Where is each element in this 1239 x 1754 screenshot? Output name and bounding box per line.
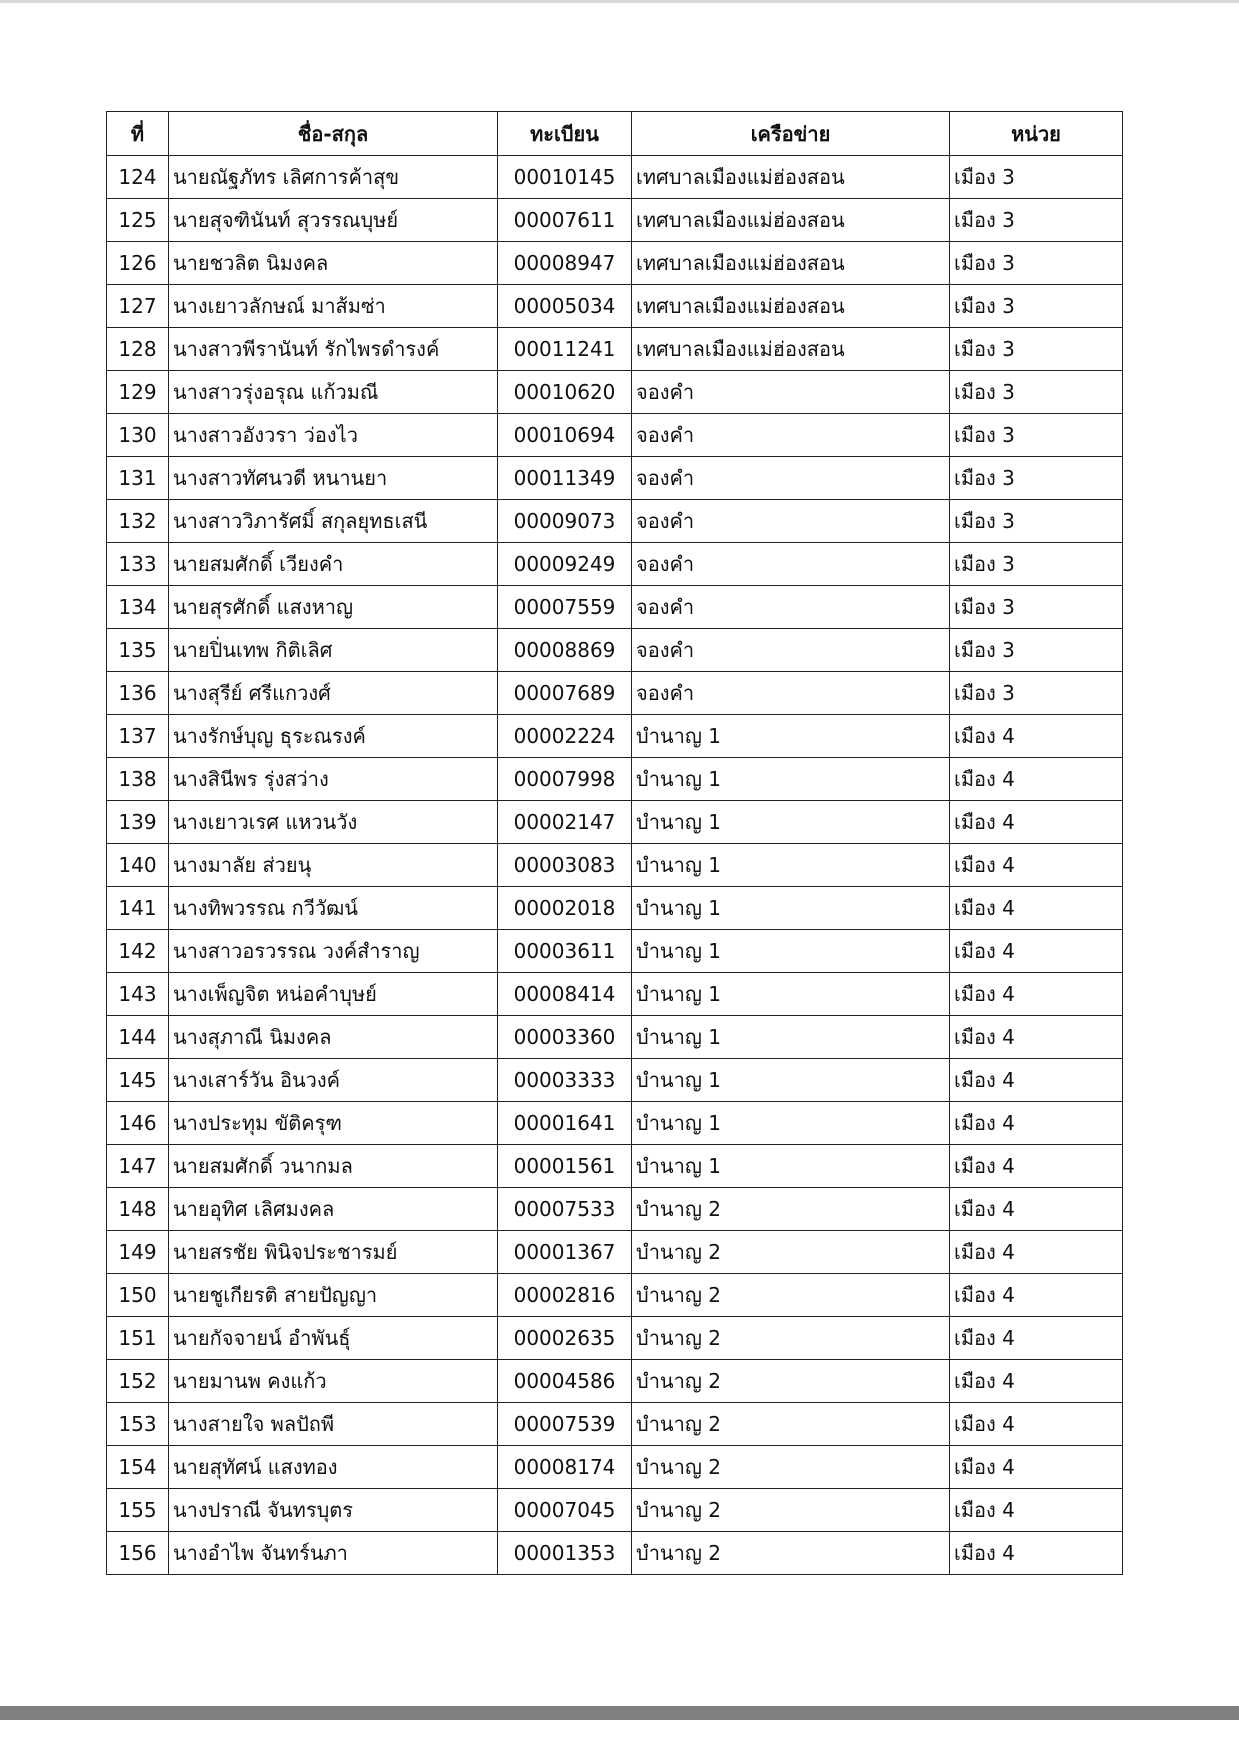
unit-name: เมือง 3	[950, 500, 1123, 543]
row-number: 141	[107, 887, 169, 930]
network-name: จองคำ	[632, 543, 950, 586]
network-name: เทศบาลเมืองแม่ฮ่องสอน	[632, 328, 950, 371]
member-name: นายณัฐภัทร เลิศการค้าสุข	[169, 156, 498, 199]
unit-name: เมือง 3	[950, 328, 1123, 371]
member-name: นางสินีพร รุ่งสว่าง	[169, 758, 498, 801]
unit-name: เมือง 4	[950, 1145, 1123, 1188]
unit-name: เมือง 4	[950, 1016, 1123, 1059]
member-name: นายปิ่นเทพ กิติเลิศ	[169, 629, 498, 672]
network-name: บำนาญ 1	[632, 758, 950, 801]
member-name: นางเยาวเรศ แหวนวัง	[169, 801, 498, 844]
header-registration: ทะเบียน	[498, 112, 632, 156]
member-name: นายชูเกียรติ สายปัญญา	[169, 1274, 498, 1317]
row-number: 149	[107, 1231, 169, 1274]
network-name: บำนาญ 1	[632, 844, 950, 887]
registration-number: 00007611	[498, 199, 632, 242]
row-number: 134	[107, 586, 169, 629]
table-row	[107, 1188, 1123, 1231]
unit-name: เมือง 3	[950, 457, 1123, 500]
network-name: บำนาญ 2	[632, 1317, 950, 1360]
unit-name: เมือง 4	[950, 1532, 1123, 1575]
table-row	[107, 242, 1123, 285]
row-number: 124	[107, 156, 169, 199]
table-body	[107, 156, 1123, 1575]
header-no: ที่	[107, 112, 169, 156]
table-row	[107, 1059, 1123, 1102]
unit-name: เมือง 3	[950, 156, 1123, 199]
network-name: บำนาญ 2	[632, 1274, 950, 1317]
unit-name: เมือง 4	[950, 1403, 1123, 1446]
unit-name: เมือง 3	[950, 285, 1123, 328]
row-number: 147	[107, 1145, 169, 1188]
row-number: 152	[107, 1360, 169, 1403]
member-name: นายสรชัย พินิจประชารมย์	[169, 1231, 498, 1274]
network-name: จองคำ	[632, 629, 950, 672]
table-row	[107, 973, 1123, 1016]
member-name: นายชวลิต นิมงคล	[169, 242, 498, 285]
network-name: บำนาญ 2	[632, 1360, 950, 1403]
network-name: เทศบาลเมืองแม่ฮ่องสอน	[632, 199, 950, 242]
row-number: 136	[107, 672, 169, 715]
row-number: 130	[107, 414, 169, 457]
table-row	[107, 1403, 1123, 1446]
network-name: จองคำ	[632, 672, 950, 715]
registration-number: 00007045	[498, 1489, 632, 1532]
row-number: 138	[107, 758, 169, 801]
unit-name: เมือง 3	[950, 242, 1123, 285]
registration-number: 00005034	[498, 285, 632, 328]
network-name: บำนาญ 1	[632, 1102, 950, 1145]
row-number: 144	[107, 1016, 169, 1059]
network-name: บำนาญ 2	[632, 1489, 950, 1532]
network-name: จองคำ	[632, 586, 950, 629]
unit-name: เมือง 4	[950, 1102, 1123, 1145]
network-name: บำนาญ 1	[632, 973, 950, 1016]
registration-number: 00002816	[498, 1274, 632, 1317]
member-name: นางสาวพีรานันท์ รักไพรดำรงค์	[169, 328, 498, 371]
header-network: เครือข่าย	[632, 112, 950, 156]
row-number: 156	[107, 1532, 169, 1575]
network-name: จองคำ	[632, 500, 950, 543]
table-row	[107, 1145, 1123, 1188]
row-number: 146	[107, 1102, 169, 1145]
table-row	[107, 1489, 1123, 1532]
table-row	[107, 758, 1123, 801]
member-name: นายสมศักดิ์ วนากมล	[169, 1145, 498, 1188]
table-row	[107, 1317, 1123, 1360]
row-number: 139	[107, 801, 169, 844]
header-row	[107, 112, 1123, 156]
registration-number: 00007998	[498, 758, 632, 801]
registration-number: 00008174	[498, 1446, 632, 1489]
member-name: นางสุภาณี นิมงคล	[169, 1016, 498, 1059]
table-row	[107, 414, 1123, 457]
network-name: บำนาญ 1	[632, 1145, 950, 1188]
network-name: เทศบาลเมืองแม่ฮ่องสอน	[632, 242, 950, 285]
table-row	[107, 457, 1123, 500]
unit-name: เมือง 4	[950, 1274, 1123, 1317]
table-row	[107, 887, 1123, 930]
registration-number: 00007533	[498, 1188, 632, 1231]
registration-number: 00010620	[498, 371, 632, 414]
network-name: บำนาญ 2	[632, 1403, 950, 1446]
row-number: 150	[107, 1274, 169, 1317]
row-number: 127	[107, 285, 169, 328]
member-name: นางปราณี จันทรบุตร	[169, 1489, 498, 1532]
row-number: 125	[107, 199, 169, 242]
member-name: นายสมศักดิ์ เวียงคำ	[169, 543, 498, 586]
table-row	[107, 1016, 1123, 1059]
table-row	[107, 199, 1123, 242]
row-number: 153	[107, 1403, 169, 1446]
registration-number: 00007689	[498, 672, 632, 715]
row-number: 131	[107, 457, 169, 500]
registration-number: 00010145	[498, 156, 632, 199]
registration-number: 00003611	[498, 930, 632, 973]
unit-name: เมือง 4	[950, 758, 1123, 801]
registration-number: 00007559	[498, 586, 632, 629]
network-name: จองคำ	[632, 414, 950, 457]
registration-number: 00011241	[498, 328, 632, 371]
registration-number: 00002018	[498, 887, 632, 930]
table-row	[107, 500, 1123, 543]
member-name: นายสุรศักดิ์ แสงหาญ	[169, 586, 498, 629]
unit-name: เมือง 4	[950, 844, 1123, 887]
table-row	[107, 371, 1123, 414]
table-row	[107, 1274, 1123, 1317]
scan-top-edge	[0, 0, 1239, 3]
network-name: บำนาญ 1	[632, 715, 950, 758]
table-row	[107, 156, 1123, 199]
row-number: 143	[107, 973, 169, 1016]
network-name: บำนาญ 2	[632, 1532, 950, 1575]
unit-name: เมือง 4	[950, 1231, 1123, 1274]
unit-name: เมือง 4	[950, 930, 1123, 973]
unit-name: เมือง 3	[950, 629, 1123, 672]
member-name: นางเยาวลักษณ์ มาส้มซ่า	[169, 285, 498, 328]
row-number: 145	[107, 1059, 169, 1102]
unit-name: เมือง 3	[950, 543, 1123, 586]
unit-name: เมือง 4	[950, 1188, 1123, 1231]
table-row	[107, 586, 1123, 629]
network-name: จองคำ	[632, 457, 950, 500]
member-name: นางเสาร์วัน อินวงค์	[169, 1059, 498, 1102]
table-row	[107, 672, 1123, 715]
registration-number: 00007539	[498, 1403, 632, 1446]
table-row	[107, 801, 1123, 844]
table-row	[107, 285, 1123, 328]
registration-number: 00009249	[498, 543, 632, 586]
row-number: 140	[107, 844, 169, 887]
registration-number: 00008414	[498, 973, 632, 1016]
scan-bottom-edge	[0, 1706, 1239, 1720]
unit-name: เมือง 4	[950, 1317, 1123, 1360]
network-name: เทศบาลเมืองแม่ฮ่องสอน	[632, 285, 950, 328]
member-name: นางสาวอรวรรณ วงค์สำราญ	[169, 930, 498, 973]
network-name: บำนาญ 1	[632, 1059, 950, 1102]
network-name: บำนาญ 1	[632, 801, 950, 844]
member-name: นางอำไพ จันทร์นภา	[169, 1532, 498, 1575]
registration-number: 00010694	[498, 414, 632, 457]
table-row	[107, 930, 1123, 973]
roster-table	[106, 111, 1123, 1575]
unit-name: เมือง 4	[950, 715, 1123, 758]
row-number: 155	[107, 1489, 169, 1532]
member-name: นายสุจฑินันท์ สุวรรณบุษย์	[169, 199, 498, 242]
unit-name: เมือง 4	[950, 1059, 1123, 1102]
registration-number: 00003083	[498, 844, 632, 887]
row-number: 154	[107, 1446, 169, 1489]
table-row	[107, 844, 1123, 887]
registration-number: 00001561	[498, 1145, 632, 1188]
row-number: 142	[107, 930, 169, 973]
member-name: นางสาวรุ่งอรุณ แก้วมณี	[169, 371, 498, 414]
unit-name: เมือง 3	[950, 199, 1123, 242]
row-number: 151	[107, 1317, 169, 1360]
table-row	[107, 1102, 1123, 1145]
registration-number: 00004586	[498, 1360, 632, 1403]
table-header	[107, 112, 1123, 156]
member-name: นายกัจจายน์ อำพันธุ์	[169, 1317, 498, 1360]
network-name: บำนาญ 1	[632, 887, 950, 930]
table-row	[107, 1446, 1123, 1489]
registration-number: 00001353	[498, 1532, 632, 1575]
unit-name: เมือง 3	[950, 371, 1123, 414]
table-row	[107, 715, 1123, 758]
table-row	[107, 543, 1123, 586]
member-name: นางสาววิภารัศมิ์ สกุลยุทธเสนี	[169, 500, 498, 543]
member-name: นางเพ็ญจิต หน่อคำบุษย์	[169, 973, 498, 1016]
member-name: นางประทุม ขัติครุฑ	[169, 1102, 498, 1145]
registration-number: 00001367	[498, 1231, 632, 1274]
unit-name: เมือง 4	[950, 973, 1123, 1016]
row-number: 128	[107, 328, 169, 371]
row-number: 137	[107, 715, 169, 758]
table-row	[107, 1360, 1123, 1403]
member-name: นายสุทัศน์ แสงทอง	[169, 1446, 498, 1489]
unit-name: เมือง 3	[950, 414, 1123, 457]
member-name: นางทิพวรรณ กวีวัฒน์	[169, 887, 498, 930]
header-name: ชื่อ-สกุล	[169, 112, 498, 156]
member-name: นางรักษ์บุญ ธุระณรงค์	[169, 715, 498, 758]
row-number: 135	[107, 629, 169, 672]
table-row	[107, 328, 1123, 371]
row-number: 148	[107, 1188, 169, 1231]
registration-number: 00003333	[498, 1059, 632, 1102]
registration-number: 00001641	[498, 1102, 632, 1145]
registration-number: 00011349	[498, 457, 632, 500]
table-row	[107, 1231, 1123, 1274]
network-name: บำนาญ 2	[632, 1446, 950, 1489]
network-name: บำนาญ 1	[632, 1016, 950, 1059]
row-number: 126	[107, 242, 169, 285]
network-name: จองคำ	[632, 371, 950, 414]
unit-name: เมือง 3	[950, 586, 1123, 629]
member-name: นางสุรีย์ ศรีแกวงศ์	[169, 672, 498, 715]
unit-name: เมือง 4	[950, 1360, 1123, 1403]
member-name: นางสายใจ พลปัถพี	[169, 1403, 498, 1446]
registration-number: 00002224	[498, 715, 632, 758]
unit-name: เมือง 4	[950, 1489, 1123, 1532]
member-name: นายมานพ คงแก้ว	[169, 1360, 498, 1403]
registration-number: 00002147	[498, 801, 632, 844]
registration-number: 00009073	[498, 500, 632, 543]
network-name: บำนาญ 2	[632, 1188, 950, 1231]
member-name: นางสาวอังวรา ว่องไว	[169, 414, 498, 457]
table-row	[107, 1532, 1123, 1575]
registration-number: 00008947	[498, 242, 632, 285]
unit-name: เมือง 4	[950, 887, 1123, 930]
network-name: บำนาญ 1	[632, 930, 950, 973]
member-name: นางมาลัย ส่วยนุ	[169, 844, 498, 887]
member-name: นายอุทิศ เลิศมงคล	[169, 1188, 498, 1231]
network-name: บำนาญ 2	[632, 1231, 950, 1274]
member-name: นางสาวทัศนวดี หนานยา	[169, 457, 498, 500]
registration-number: 00002635	[498, 1317, 632, 1360]
row-number: 132	[107, 500, 169, 543]
header-unit: หน่วย	[950, 112, 1123, 156]
row-number: 129	[107, 371, 169, 414]
unit-name: เมือง 4	[950, 801, 1123, 844]
registration-number: 00008869	[498, 629, 632, 672]
unit-name: เมือง 4	[950, 1446, 1123, 1489]
table-row	[107, 629, 1123, 672]
registration-number: 00003360	[498, 1016, 632, 1059]
unit-name: เมือง 3	[950, 672, 1123, 715]
network-name: เทศบาลเมืองแม่ฮ่องสอน	[632, 156, 950, 199]
row-number: 133	[107, 543, 169, 586]
